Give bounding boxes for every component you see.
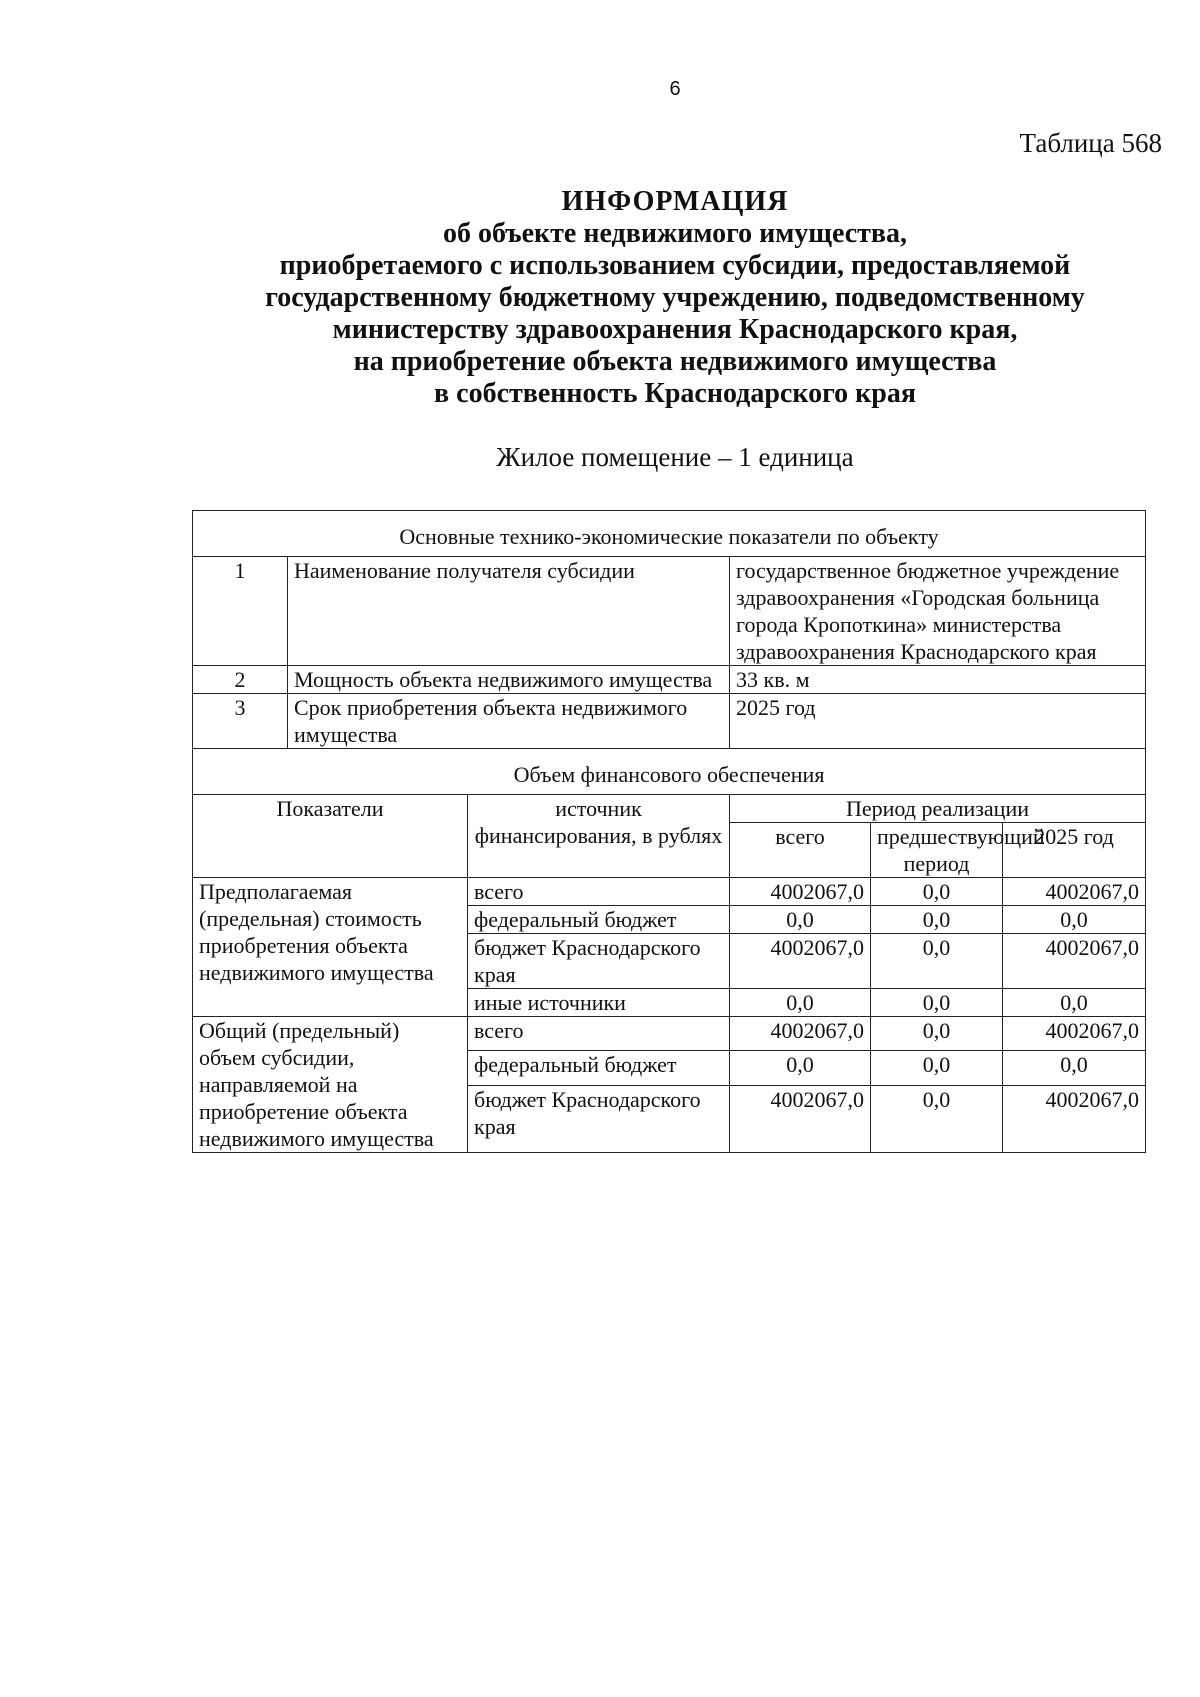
title-line: на приобретение объекта недвижимого имущества [353, 346, 997, 377]
table-number: Таблица 568 [1019, 128, 1162, 158]
row-value: государственное бюджетное учреждение здравоохранения «Городская больница города Кропоткина» министерства здравоохранения Краснодарского края [730, 557, 1146, 666]
finance-section-header: Объем финансового обеспечения [193, 749, 1146, 795]
total-cell: 0,0 [730, 989, 871, 1017]
previous-cell: 0,0 [871, 1085, 1003, 1152]
source-cell: всего [468, 878, 730, 906]
table-row [193, 694, 1146, 749]
total-cell: 0,0 [730, 906, 871, 934]
source-cell: федеральный бюджет [468, 1051, 730, 1085]
column-header-previous: предшествующий период [871, 823, 1003, 878]
title-line: государственному бюджетному учреждению, подведомственному [265, 282, 1085, 313]
column-header-period: Период реализации [730, 795, 1146, 823]
row-number: 1 [193, 557, 288, 666]
document-title [100, 186, 1200, 410]
column-header-source: источник финансирования, в рублях [468, 795, 730, 878]
row-label: Мощность объекта недвижимого имущества [288, 666, 730, 694]
group-label: Предполагаемая (предельная) стоимость приобретения объекта недвижимого имущества [193, 878, 468, 1017]
title-line: в собственность Краснодарского края [434, 378, 916, 409]
total-cell: 4002067,0 [730, 878, 871, 906]
table-row [193, 666, 1146, 694]
previous-cell: 0,0 [871, 1051, 1003, 1085]
title-line: об объекте недвижимого имущества, [442, 218, 908, 249]
source-cell: бюджет Краснодарского края [468, 1085, 730, 1152]
year-cell: 4002067,0 [1003, 1085, 1146, 1152]
row-label: Наименование получателя субсидии [288, 557, 730, 666]
title-line: министерству здравоохранения Краснодарского края, [332, 314, 1018, 345]
total-cell: 4002067,0 [730, 1017, 871, 1051]
table-row [193, 557, 1146, 666]
tech-section-header: Основные технико-экономические показатели по объекту [193, 511, 1146, 557]
column-header-year: 2025 год [1003, 823, 1146, 878]
table-row [193, 878, 1146, 906]
column-header-indicators: Показатели [193, 795, 468, 878]
year-cell: 4002067,0 [1003, 878, 1146, 906]
total-cell: 4002067,0 [730, 1085, 871, 1152]
source-cell: федеральный бюджет [468, 906, 730, 934]
previous-cell: 0,0 [871, 989, 1003, 1017]
year-cell: 0,0 [1003, 906, 1146, 934]
total-cell: 4002067,0 [730, 934, 871, 989]
previous-cell: 0,0 [871, 906, 1003, 934]
page-number: 6 [669, 78, 681, 100]
row-number: 3 [193, 694, 288, 749]
column-header-total: всего [730, 823, 871, 878]
year-cell: 0,0 [1003, 989, 1146, 1017]
table-row [193, 1017, 1146, 1051]
previous-cell: 0,0 [871, 878, 1003, 906]
source-cell: иные источники [468, 989, 730, 1017]
group-label: Общий (предельный) объем субсидии, направляемой на приобретение объекта недвижимого имущества [193, 1017, 468, 1153]
row-number: 2 [193, 666, 288, 694]
year-cell: 4002067,0 [1003, 1017, 1146, 1051]
previous-cell: 0,0 [871, 1017, 1003, 1051]
title-line: ИНФОРМАЦИЯ [561, 186, 789, 217]
title-line: приобретаемого с использованием субсидии, предоставляемой [279, 250, 1071, 281]
total-cell: 0,0 [730, 1051, 871, 1085]
source-cell: всего [468, 1017, 730, 1051]
object-subtitle: Жилое помещение – 1 единица [496, 442, 854, 472]
source-cell: бюджет Краснодарского края [468, 934, 730, 989]
info-table [192, 510, 1146, 1153]
row-label: Срок приобретения объекта недвижимого имущества [288, 694, 730, 749]
year-cell: 0,0 [1003, 1051, 1146, 1085]
year-cell: 4002067,0 [1003, 934, 1146, 989]
row-value: 33 кв. м [730, 666, 1146, 694]
previous-cell: 0,0 [871, 934, 1003, 989]
row-value: 2025 год [730, 694, 1146, 749]
